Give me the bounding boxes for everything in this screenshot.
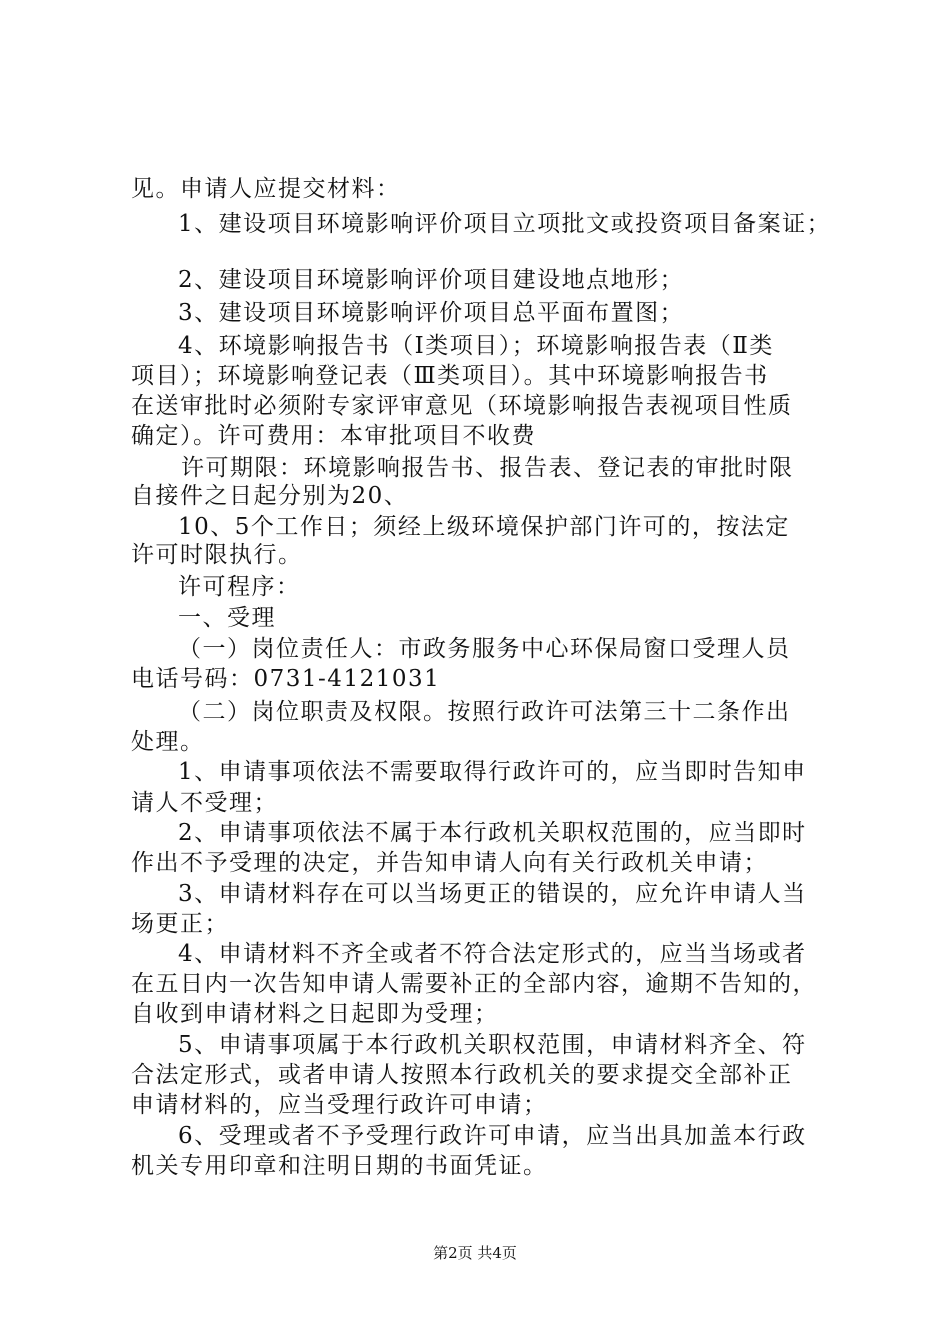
paragraph-line: 许可时限执行。 [131,542,303,568]
paragraph-line: （二）岗位职责及权限。按照行政许可法第三十二条作出 [178,699,791,725]
paragraph-line: 5、申请事项属于本行政机关职权范围，申请材料齐全、符 [178,1032,807,1058]
paragraph-line: 一、受理 [178,605,276,631]
paragraph-line: 见。申请人应提交材料： [131,176,401,202]
paragraph-line: 电话号码：0731-4121031 [131,666,441,692]
paragraph-line: 作出不予受理的决定，并告知申请人向有关行政机关申请； [131,850,768,876]
paragraph-line: 4、申请材料不齐全或者不符合法定形式的，应当当场或者 [178,941,807,967]
paragraph-line: 自接件之日起分别为20、 [131,483,409,509]
paragraph-line: 在送审批时必须附专家评审意见（环境影响报告表视项目性质 [131,393,793,419]
paragraph-line: 申请材料的，应当受理行政许可申请； [131,1092,548,1118]
paragraph-line: 许可期限：环境影响报告书、报告表、登记表的审批时限 [181,455,794,481]
paragraph-line: 自收到申请材料之日起即为受理； [131,1001,499,1027]
paragraph-line: （一）岗位责任人：市政务服务中心环保局窗口受理人员 [178,636,791,662]
paragraph-line: 许可程序： [178,574,301,600]
paragraph-line: 项目）；环境影响登记表（Ⅲ类项目）。其中环境影响报告书 [131,363,769,389]
paragraph-line: 2、建设项目环境影响评价项目建设地点地形； [178,267,685,293]
paragraph-line: 2、申请事项依法不属于本行政机关职权范围的，应当即时 [178,820,807,846]
paragraph-line: 处理。 [131,729,205,755]
paragraph-line: 在五日内一次告知申请人需要补正的全部内容，逾期不告知的， [131,971,817,997]
paragraph-line: 1、建设项目环境影响评价项目立项批文或投资项目备案证； [178,211,832,237]
paragraph-line: 合法定形式，或者申请人按照本行政机关的要求提交全部补正 [131,1062,793,1088]
paragraph-line: 6、受理或者不予受理行政许可申请，应当出具加盖本行政 [178,1123,807,1149]
paragraph-line: 请人不受理； [131,790,278,816]
paragraph-line: 机关专用印章和注明日期的书面凭证。 [131,1153,548,1179]
paragraph-line: 3、建设项目环境影响评价项目总平面布置图； [178,300,685,326]
paragraph-line: 场更正； [131,911,229,937]
paragraph-line: 1、申请事项依法不需要取得行政许可的，应当即时告知申 [178,759,807,785]
page-footer: 第2页 共4页 [433,1244,517,1262]
paragraph-line: 确定）。许可费用：本审批项目不收费 [131,423,536,449]
paragraph-line: 10、5个工作日；须经上级环境保护部门许可的，按法定 [178,514,790,540]
paragraph-line: 3、申请材料存在可以当场更正的错误的，应允许申请人当 [178,881,807,907]
paragraph-line: 4、环境影响报告书（Ⅰ类项目）；环境影响报告表（Ⅱ类 [178,333,774,359]
